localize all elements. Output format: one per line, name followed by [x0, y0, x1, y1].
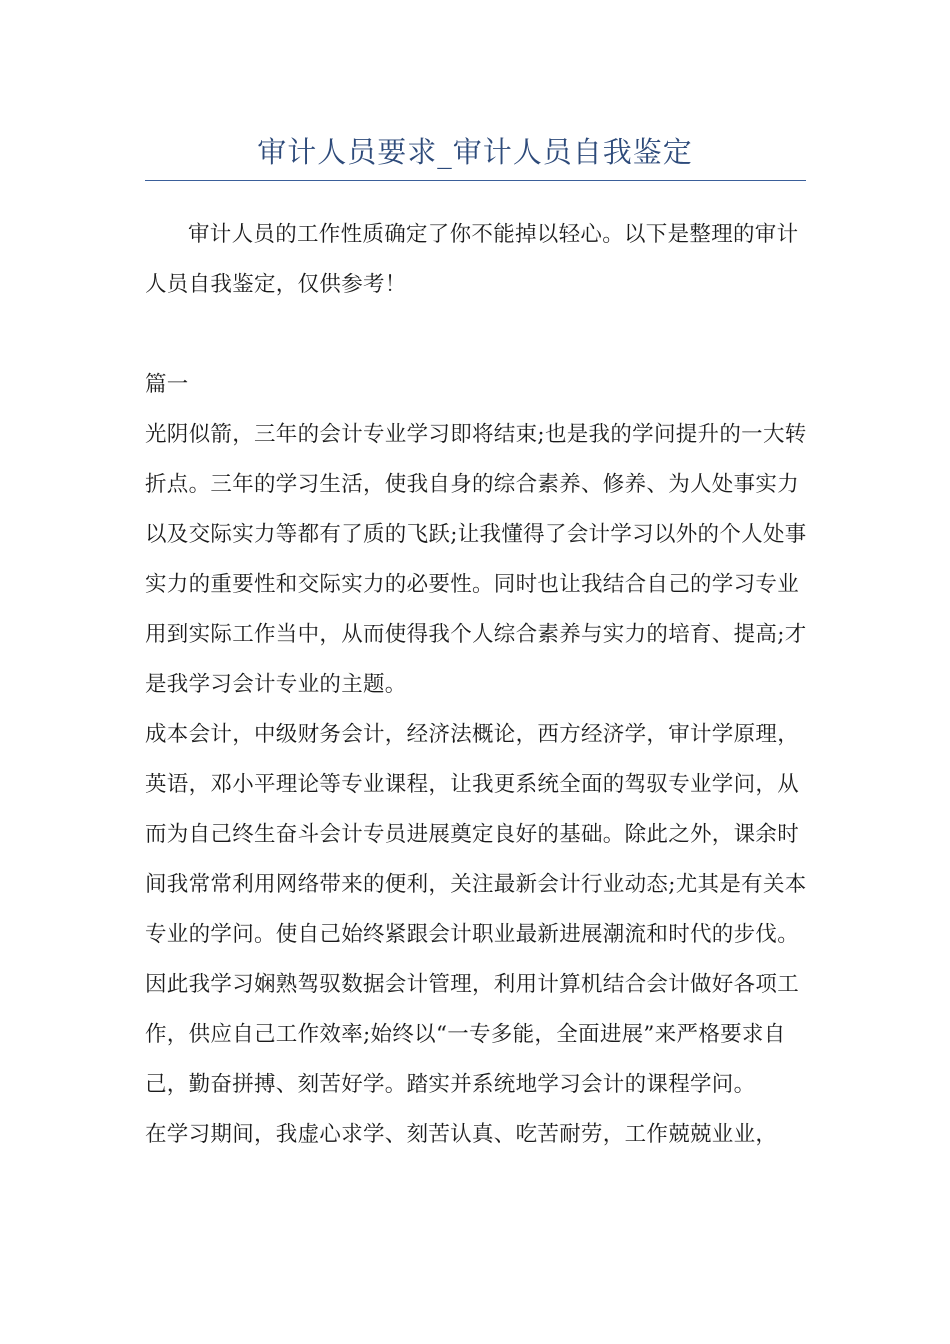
section-label: 篇一: [145, 372, 189, 397]
blank-line: [145, 310, 815, 360]
document-title: 审计人员要求_审计人员自我鉴定: [257, 135, 693, 169]
title-underline: [145, 180, 806, 181]
document-body: [145, 210, 815, 1160]
body-paragraph-2: 成本会计，中级财务会计，经济法概论，西方经济学，审计学原理，英语，邓小平理论等专业课程，让我更系统全面的驾驭专业学问，从而为自己终生奋斗会计专员进展奠定良好的基础。除此之外，课余时间我常常利用网络带来的便利，关注最新会计行业动态;尤其是有关本专业的学问。使自己始终紧跟会计职业最新进展潮流和时代的步伐。因此我学习娴熟驾驭数据会计管理，利用计算机结合会计做好各项工作，供应自己工作效率;始终以“一专多能，全面进展”来严格要求自己，勤奋拼搏、刻苦好学。踏实并系统地学习会计的课程学问。: [145, 722, 807, 1097]
body-paragraph-1: 光阴似箭，三年的会计专业学习即将结束;也是我的学问提升的一大转折点。三年的学习生活，使我自身的综合素养、修养、为人处事实力以及交际实力等都有了质的飞跃;让我懂得了会计学习以外的个人处事实力的重要性和交际实力的必要性。同时也让我结合自己的学习专业用到实际工作当中，从而使得我个人综合素养与实力的培育、提高;才是我学习会计专业的主题。: [145, 422, 807, 697]
intro-paragraph: 审计人员的工作性质确定了你不能掉以轻心。以下是整理的审计人员自我鉴定，仅供参考！: [145, 222, 799, 297]
body-paragraph-3: 在学习期间，我虚心求学、刻苦认真、吃苦耐劳，工作兢兢业业，: [145, 1122, 778, 1147]
